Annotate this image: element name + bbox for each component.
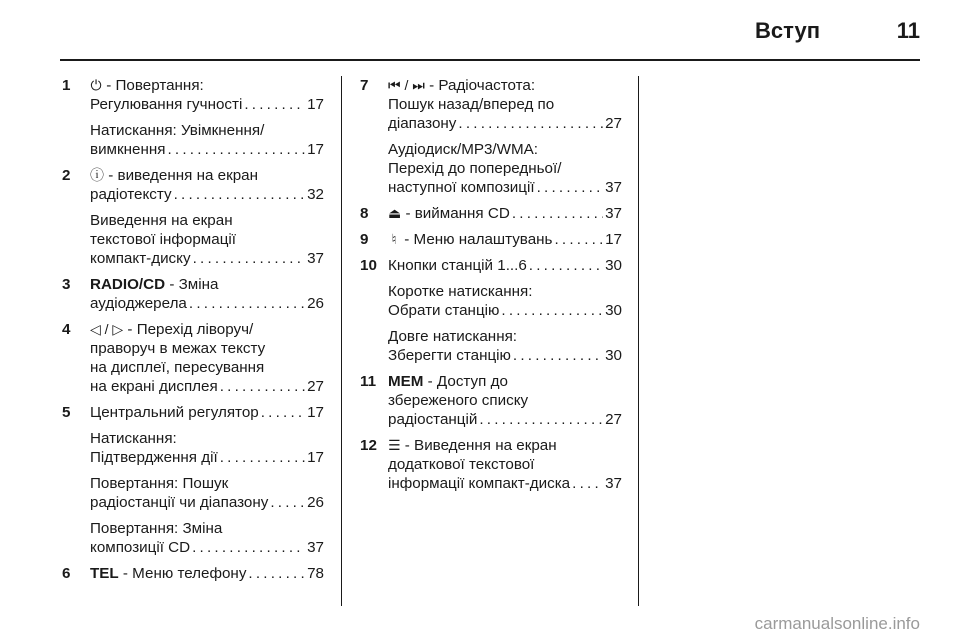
entry-line [90,166,324,185]
dot-leader [244,95,305,114]
entry-line [388,436,622,455]
entry-line [90,339,324,358]
entry-line [388,159,622,178]
entry-line [90,538,324,557]
page-reference: 27 [605,411,622,428]
dot-leader [479,410,603,429]
entry-line [388,455,622,474]
entry-line [388,410,622,429]
entry-line [90,493,324,512]
legend-entry [360,230,622,249]
entry-text: Зберегти станцію [388,347,511,364]
entry-number: 6 [62,565,71,582]
entry-line [90,448,324,467]
page-reference: 17 [307,449,324,466]
dot-leader [248,564,305,583]
page-reference: 78 [307,565,324,582]
entry-line [90,249,324,268]
entry-text: на екрані дисплея [90,378,218,395]
entry-text: - Перехід ліворуч/ [123,321,254,338]
entry-text: - Доступ до [423,373,508,390]
entry-text: Натискання: Увімкнення/ [90,122,265,139]
page-reference: 37 [605,205,622,222]
entry-line [90,185,324,204]
entry-number: 7 [360,77,369,94]
page-reference: 37 [307,539,324,556]
dot-leader [513,346,603,365]
entry-line [90,429,324,448]
page-reference: 17 [307,96,324,113]
entry-text: додаткової текстової [388,456,535,473]
entry-line [388,114,622,133]
entry-number: 1 [62,77,71,94]
dot-leader [512,204,603,223]
page-number: 11 [896,18,920,43]
entry-line [90,275,324,294]
entry-text: Коротке натискання: [388,283,533,300]
page-reference: 17 [605,231,622,248]
legend-entry [360,204,622,223]
entry-text: Підтвердження дії [90,449,218,466]
entry-text: компакт-диску [90,250,191,267]
entry-text: радіостанції чи діапазону [90,494,269,511]
entry-line [388,301,622,320]
dot-leader [529,256,603,275]
header-rule [60,59,920,61]
page-reference: 37 [307,250,324,267]
entry-line [388,230,622,249]
entry-line [388,95,622,114]
entry-text: Виведення на екран [90,212,233,229]
dot-leader [189,294,305,313]
entry-text: радіостанцій [388,411,478,428]
column-middle [360,76,622,500]
entry-number: 12 [360,437,377,454]
key-label: TEL [90,565,119,582]
column-divider [638,76,639,606]
entry-line [90,294,324,313]
entry-line [388,140,622,159]
page-reference: 27 [605,115,622,132]
entry-number: 11 [360,373,377,390]
page-reference: 30 [605,257,622,274]
entry-line [90,95,324,114]
entry-text: наступної композиції [388,179,535,196]
legend-entry [62,166,324,268]
page-reference: 32 [307,186,324,203]
entry-line [90,358,324,377]
legend-entry [360,76,622,197]
entry-line [388,474,622,493]
entry-text: збереженого списку [388,392,529,409]
entry-number: 5 [62,404,71,421]
legend-entry [62,403,324,557]
dot-leader [572,474,603,493]
entry-number: 9 [360,231,369,248]
skip-back-forward-icon: ⏮ / ⏭ [388,77,425,93]
page-reference: 37 [605,179,622,196]
key-label: RADIO/CD [90,276,166,293]
page-reference: 27 [307,378,324,395]
entry-line [90,403,324,422]
entry-text: текстової інформації [90,231,236,248]
legend-entry [62,275,324,313]
column-divider [341,76,342,606]
dot-leader [167,140,305,159]
entry-text: Повертання: Пошук [90,475,229,492]
entry-number: 4 [62,321,71,338]
entry-text: - Виведення на екран [400,437,557,454]
entry-number: 8 [360,205,369,222]
entry-line [388,76,622,95]
dot-leader [192,538,305,557]
entry-text: - Меню телефону [118,565,247,582]
entry-number: 10 [360,257,377,274]
legend-entry [62,320,324,396]
entry-line [90,564,324,583]
entry-line [388,256,622,275]
entry-line [90,211,324,230]
entry-line [90,121,324,140]
header-title: Вступ [755,18,820,43]
page-reference: 26 [307,295,324,312]
entry-text: Регулювання гучності [90,96,243,113]
entry-text: радіотексту [90,186,172,203]
entry-text: Обрати станцію [388,302,500,319]
entry-line [90,519,324,538]
dot-leader [270,493,305,512]
entry-line [388,282,622,301]
entry-text: Натискання: [90,430,177,447]
dot-leader [174,185,305,204]
entry-text: - Повертання: [102,77,204,94]
entry-text: - Зміна [165,276,219,293]
entry-line [90,320,324,339]
page-reference: 30 [605,302,622,319]
entry-text: - виведення на екран [104,167,259,184]
column-left [62,76,324,590]
page-reference: 17 [307,141,324,158]
entry-line [388,178,622,197]
legend-entry [62,564,324,583]
entry-line [388,327,622,346]
entry-text: - Меню налаштувань [400,231,553,248]
entry-text: Довге натискання: [388,328,518,345]
watermark: carmanualsonline.info [754,614,920,633]
entry-line [388,372,622,391]
entry-line [388,346,622,365]
info-icon: ⓘ [90,167,104,183]
entry-text: Кнопки станцій 1...6 [388,257,527,274]
dot-leader [537,178,604,197]
page-reference: 17 [307,404,324,421]
entry-line [90,140,324,159]
legend-entry [360,436,622,493]
legend-entry [360,256,622,365]
dot-leader [458,114,603,133]
entry-text: - виймання CD [401,205,510,222]
dot-leader [193,249,306,268]
page-reference: 30 [605,347,622,364]
entry-line [90,230,324,249]
entry-text: - Радіочастота: [424,77,536,94]
key-label: MEM [388,373,424,390]
entry-line [90,76,324,95]
settings-icon: ♮ [391,231,397,247]
entry-text: інформації компакт-диска [388,475,571,492]
left-right-arrows-icon: ◁ / ▷ [90,321,124,337]
entry-line [388,391,622,410]
entry-text: на дисплеї, пересування [90,359,265,376]
dot-leader [554,230,603,249]
entry-text: Центральний регулятор [90,404,259,421]
page-reference: 37 [605,475,622,492]
entry-text: Аудіодиск/MP3/WMA: [388,141,538,158]
page-reference: 26 [307,494,324,511]
entry-number: 2 [62,167,71,184]
dot-leader [261,403,305,422]
entry-text: діапазону [388,115,457,132]
eject-icon: ⏏ [388,205,402,221]
dot-leader [220,448,305,467]
entry-line [90,474,324,493]
entry-text: Повертання: Зміна [90,520,223,537]
entry-text: композиції CD [90,539,191,556]
entry-line [90,377,324,396]
legend-entry [360,372,622,429]
entry-line [388,204,622,223]
entry-number: 3 [62,276,71,293]
entry-text: аудіоджерела [90,295,187,312]
dot-leader [501,301,603,320]
entry-text: Перехід до попередньої/ [388,160,562,177]
list-icon: ☰ [388,437,401,453]
entry-text: вимкнення [90,141,166,158]
legend-entry [62,76,324,159]
power-icon: ⏻ [90,77,102,93]
entry-text: Пошук назад/вперед по [388,96,555,113]
dot-leader [220,377,305,396]
entry-text: праворуч в межах тексту [90,340,266,357]
